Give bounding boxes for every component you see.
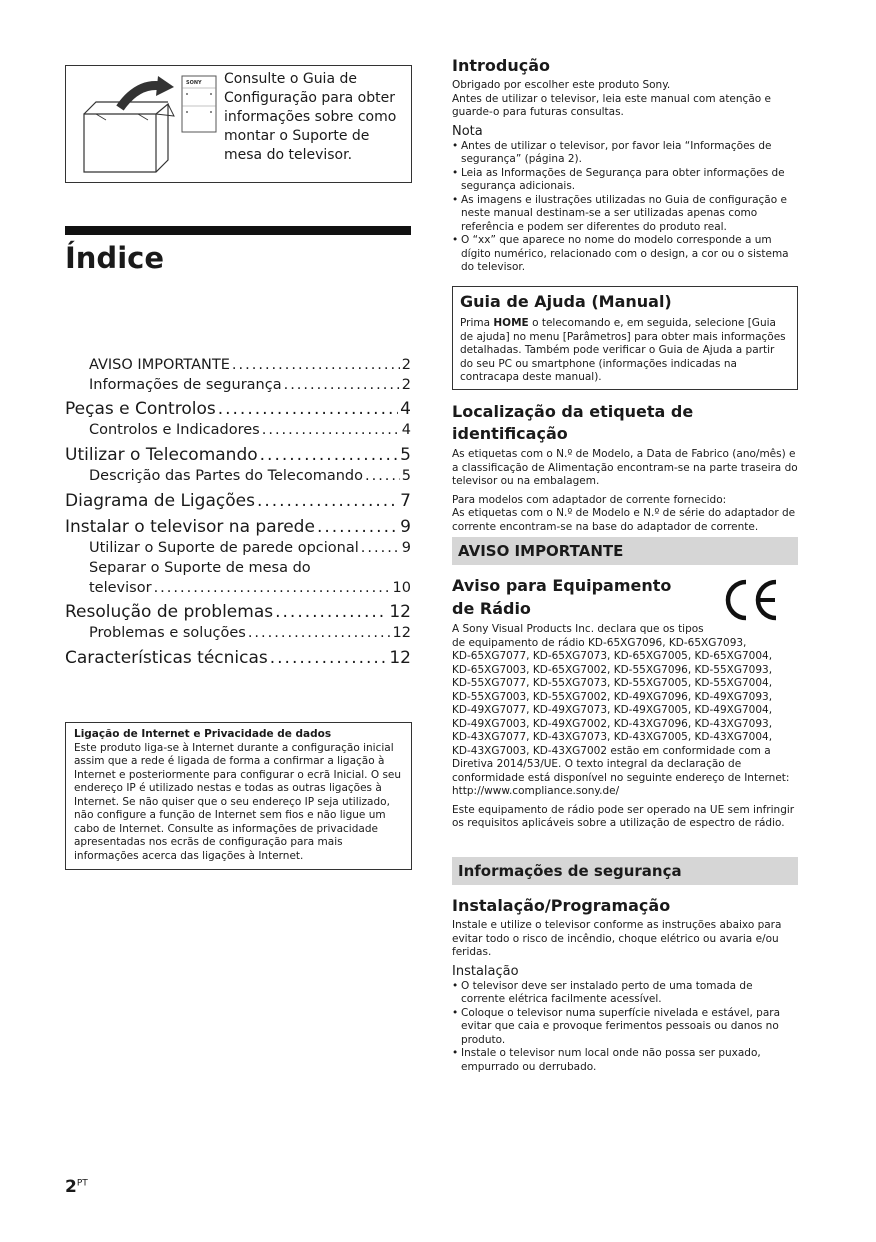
compliance-link[interactable]: http://www.compliance.sony.de/ — [452, 785, 620, 797]
label-text-1: As etiquetas com o N.º de Modelo, a Data de Fabrico (ano/mês) e a classificação de Alimentação encontram-se na parte traseira do televisor ou na embalagem. — [452, 448, 798, 487]
home-key-label: HOME — [493, 317, 529, 329]
list-item: • As imagens e ilustrações utilizadas no Guia de configuração e neste manual destinam-se a ser utilizadas apenas como referência e podem ser diferentes do produto real. — [452, 194, 798, 235]
ce-mark-icon — [720, 578, 782, 622]
toc-entry[interactable]: Resolução de problemas ..... 12 — [65, 601, 411, 623]
label-text-2b: As etiquetas com o N.º de Modelo e N.º de série do adaptador de corrente encontram-se na base do adaptador de corrente. — [452, 507, 796, 533]
toc-entry[interactable]: Características técnicas ..... 12 — [65, 647, 411, 669]
safety-bar: Informações de segurança — [452, 857, 798, 885]
aviso-text-2: Este equipamento de rádio pode ser operado na UE sem infringir os requisitos aplicáveis sobre a utilização de espectro de rádio. — [452, 803, 795, 829]
list-item: • Leia as Informações de Segurança para obter informações de segurança adicionais. — [452, 167, 798, 194]
toc-entry[interactable]: Utilizar o Suporte de parede opcional ..... 9 — [65, 538, 411, 558]
aviso-bar: AVISO IMPORTANTE — [452, 537, 798, 565]
note-title: Nota — [452, 123, 483, 139]
index-title: Índice — [65, 241, 164, 275]
intro-text-2: Antes de utilizar o televisor, leia este manual com atenção e guarde-o para futuras consultas. — [452, 92, 771, 118]
toc-entry[interactable]: Controlos e Indicadores ..... 4 — [65, 420, 411, 440]
table-of-contents — [65, 355, 411, 669]
help-guide-box — [452, 286, 798, 390]
list-item: • Antes de utilizar o televisor, por favor leia “Informações de segurança” (página 2). — [452, 140, 798, 167]
help-title: Guia de Ajuda (Manual) — [460, 292, 672, 311]
label-title: Localização da etiqueta de identificação — [452, 402, 694, 443]
aviso-title: Aviso para Equipamento de Rádio — [452, 576, 672, 618]
toc-entry[interactable]: televisor ..... 10 — [65, 578, 411, 598]
toc-entry[interactable]: AVISO IMPORTANTE ..... 2 — [65, 355, 411, 375]
toc-entry[interactable]: Descrição das Partes do Telecomando ..... 5 — [65, 466, 411, 486]
toc-entry[interactable]: Instalar o televisor na parede ..... 9 — [65, 516, 411, 538]
list-item: • O televisor deve ser instalado perto de uma tomada de corrente elétrica facilmente acessível. — [452, 980, 798, 1007]
help-text: Prima HOME o telecomando e, em seguida, selecione [Guia de ajuda] no menu [Parâmetros] para obter mais informações detalhadas. Também pode verificar o Guia de Ajuda a partir do seu PC ou smartphone (informações indicadas na contracapa deste manual). — [460, 317, 786, 383]
toc-entry[interactable]: Problemas e soluções ..... 12 — [65, 623, 411, 643]
toc-entry[interactable]: Informações de segurança ..... 2 — [65, 375, 411, 395]
label-text-2a: Para modelos com adaptador de corrente fornecido: — [452, 493, 727, 506]
page-number: $2^{PT}$ — [65, 1177, 88, 1197]
toc-entry[interactable]: Diagrama de Ligações ..... 7 — [65, 490, 411, 512]
language-code: PT — [76, 1178, 88, 1189]
setup-note-box — [65, 65, 412, 183]
tv-box-illustration — [78, 72, 228, 180]
aviso-text: A Sony Visual Products Inc. declara que os tipos de equipamento de rádio KD-65XG7096, KD-65XG7093, KD-65XG7077, KD-65XG7073, KD-65XG7005, KD-65XG7004, KD-65XG7003, KD-65XG7002, KD-55XG7096, KD-55XG7093, KD-55XG7077, KD-55XG7073, KD-55XG7005, KD-55XG7004, KD-55XG7003, KD-55XG7002, KD-49XG7096, KD-49XG7093, KD-49XG7077, KD-49XG7073, KD-49XG7005, KD-49XG7004, KD-49XG7003, KD-49XG7002, KD-43XG7096, KD-43XG7093, KD-43XG7077, KD-43XG7073, KD-43XG7005, KD-43XG7004, KD-43XG7003, KD-43XG7002 estão em conformidade com a Diretiva 2014/53/UE. O texto integral da declaração de conformidade está disponível no seguinte endereço de Internet: http://www.compliance.sony.de/ Este equipamento de rádio pode ser operado na UE sem infringir os requisitos aplicáveis sobre a utilização de espectro de rádio. — [452, 623, 798, 831]
booklet-brand: SONY — [186, 80, 202, 86]
toc-entry[interactable]: Utilizar o Telecomando ..... 5 — [65, 444, 411, 466]
toc-entry[interactable]: Peças e Controlos ..... 4 — [65, 398, 411, 420]
list-item: • Instale o televisor num local onde não possa ser puxado, empurrado ou derrubado. — [452, 1047, 798, 1074]
index-rule — [65, 226, 411, 235]
note-list — [452, 140, 798, 275]
privacy-text: Este produto liga-se à Internet durante a configuração inicial assim que a rede é ligada de forma a confirmar a ligação à Internet e posteriormente para configurar o ecrã Inicial. O seu endereço IP é utilizado nestas e todas as outras ligações à Internet. Se não quiser que o seu endereço IP seja utilizado, não configure a função de Internet sem fios e não ligue um cabo de Internet. Consulte as informações de privacidade apresentadas nos ecrãs de configuração para mais informações acerca das ligações à Internet. — [74, 741, 402, 862]
privacy-title: Ligação de Internet e Privacidade de dados — [74, 728, 332, 740]
installation-list — [452, 980, 798, 1075]
toc-entry[interactable]: Separar o Suporte de mesa do — [89, 560, 311, 576]
setup-note-text: Consulte o Guia de Configuração para obter informações sobre como montar o Suporte de mesa do televisor. — [224, 71, 397, 163]
list-item: • Coloque o televisor numa superfície nivelada e estável, para evitar que caia e provoque ferimentos pessoais ou danos no produto. — [452, 1007, 798, 1048]
privacy-box — [65, 722, 412, 870]
safety-text: Instale e utilize o televisor conforme as instruções abaixo para evitar todo o risco de incêndio, choque elétrico ou avaria e/ou feridas. — [452, 919, 782, 958]
safety-title: Instalação/Programação — [452, 896, 671, 915]
list-item: • O “xx” que aparece no nome do modelo corresponde a um dígito numérico, relacionado com o design, a cor ou o sistema do televisor. — [452, 234, 798, 275]
intro-text-1: Obrigado por escolher este produto Sony. — [452, 79, 671, 91]
installation-subtitle: Instalação — [452, 963, 519, 979]
intro-title: Introdução — [452, 56, 550, 75]
